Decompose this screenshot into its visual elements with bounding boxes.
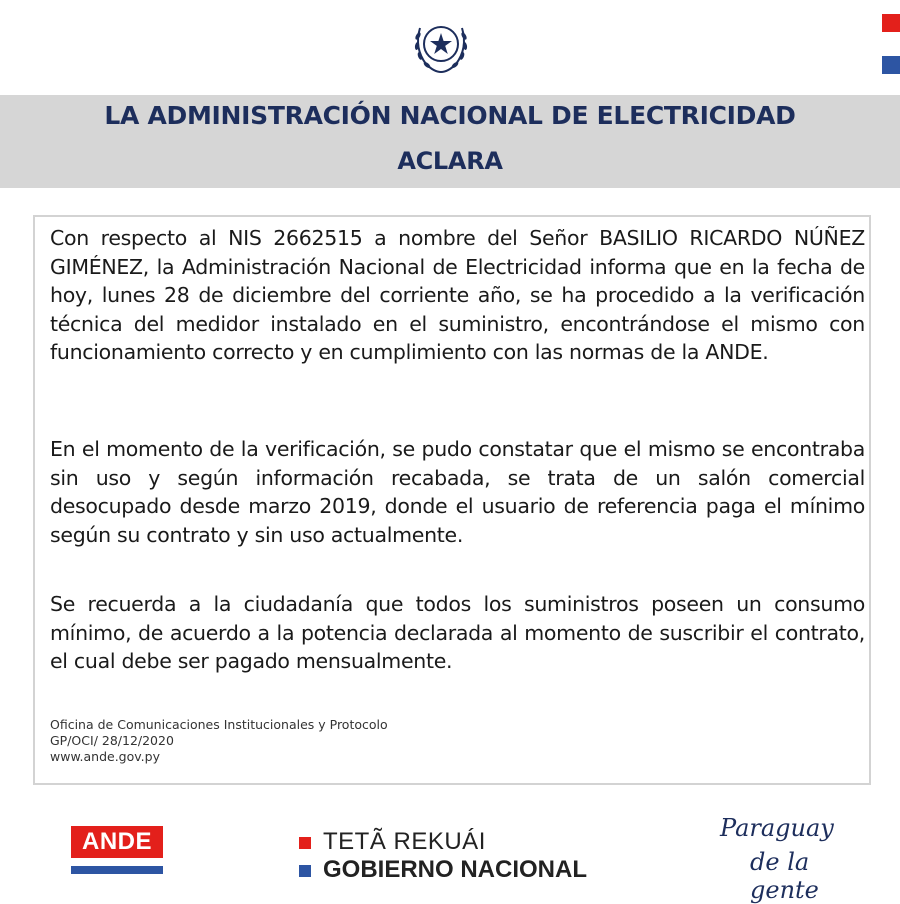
paragraph-1: Con respecto al NIS 2662515 a nombre del Señor BASILIO RICARDO NÚÑEZ GIMÉNEZ, la Administración Nacional de Electricidad informa que en la fecha de hoy, lunes 28 de diciembre del corriente año, se ha procedido a la verificación técnica del medidor instalado en el suministro, encontrándose el mismo con funcionamiento correcto y en cumplimiento con las normas de la ANDE.: [50, 226, 865, 365]
paragraph-3: Se recuerda a la ciudadanía que todos los suministros poseen un consumo mínimo, de acuerdo a la potencia declarada al momento de suscribir el contrato, el cual debe ser pagado mensualmente.: [50, 592, 865, 674]
ande-logo-stripe: [71, 866, 163, 874]
government-logo-text2: GOBIERNO NACIONAL: [323, 856, 587, 883]
paraguay-de-la-gente-logo: [716, 814, 876, 904]
national-seal-icon: [406, 14, 476, 78]
red-square-icon: [299, 837, 311, 849]
blue-square-icon: [882, 56, 900, 74]
government-logo-line1: [299, 829, 587, 855]
red-square-icon: [882, 14, 900, 32]
government-logo-text1: TETÃ REKUÁI: [323, 828, 486, 855]
paraguay-logo-line1: Paraguay: [720, 814, 834, 842]
blue-square-icon: [299, 865, 311, 877]
reference-code: GP/OCI/ 28/12/2020: [50, 733, 174, 748]
ande-logo: [71, 826, 163, 874]
page-subtitle: ACLARA: [397, 147, 503, 175]
signature-block: [50, 717, 388, 765]
government-logo-line2: [299, 857, 587, 883]
office-name: Oficina de Comunicaciones Institucionales y Protocolo: [50, 717, 388, 732]
government-logo: [299, 829, 587, 883]
ande-logo-text: ANDE: [71, 826, 163, 858]
page-title: LA ADMINISTRACIÓN NACIONAL DE ELECTRICIDAD: [104, 101, 796, 130]
paragraph-2: En el momento de la verificación, se pudo constatar que el mismo se encontraba sin uso y según información recabada, se trata de un salón comercial desocupado desde marzo 2019, donde el usuario de referencia paga el mínimo según su contrato y sin uso actualmente.: [50, 437, 865, 547]
paraguay-logo-line2: de la gente: [750, 848, 819, 904]
statement-box: [33, 215, 871, 785]
website-link: www.ande.gov.py: [50, 749, 160, 764]
